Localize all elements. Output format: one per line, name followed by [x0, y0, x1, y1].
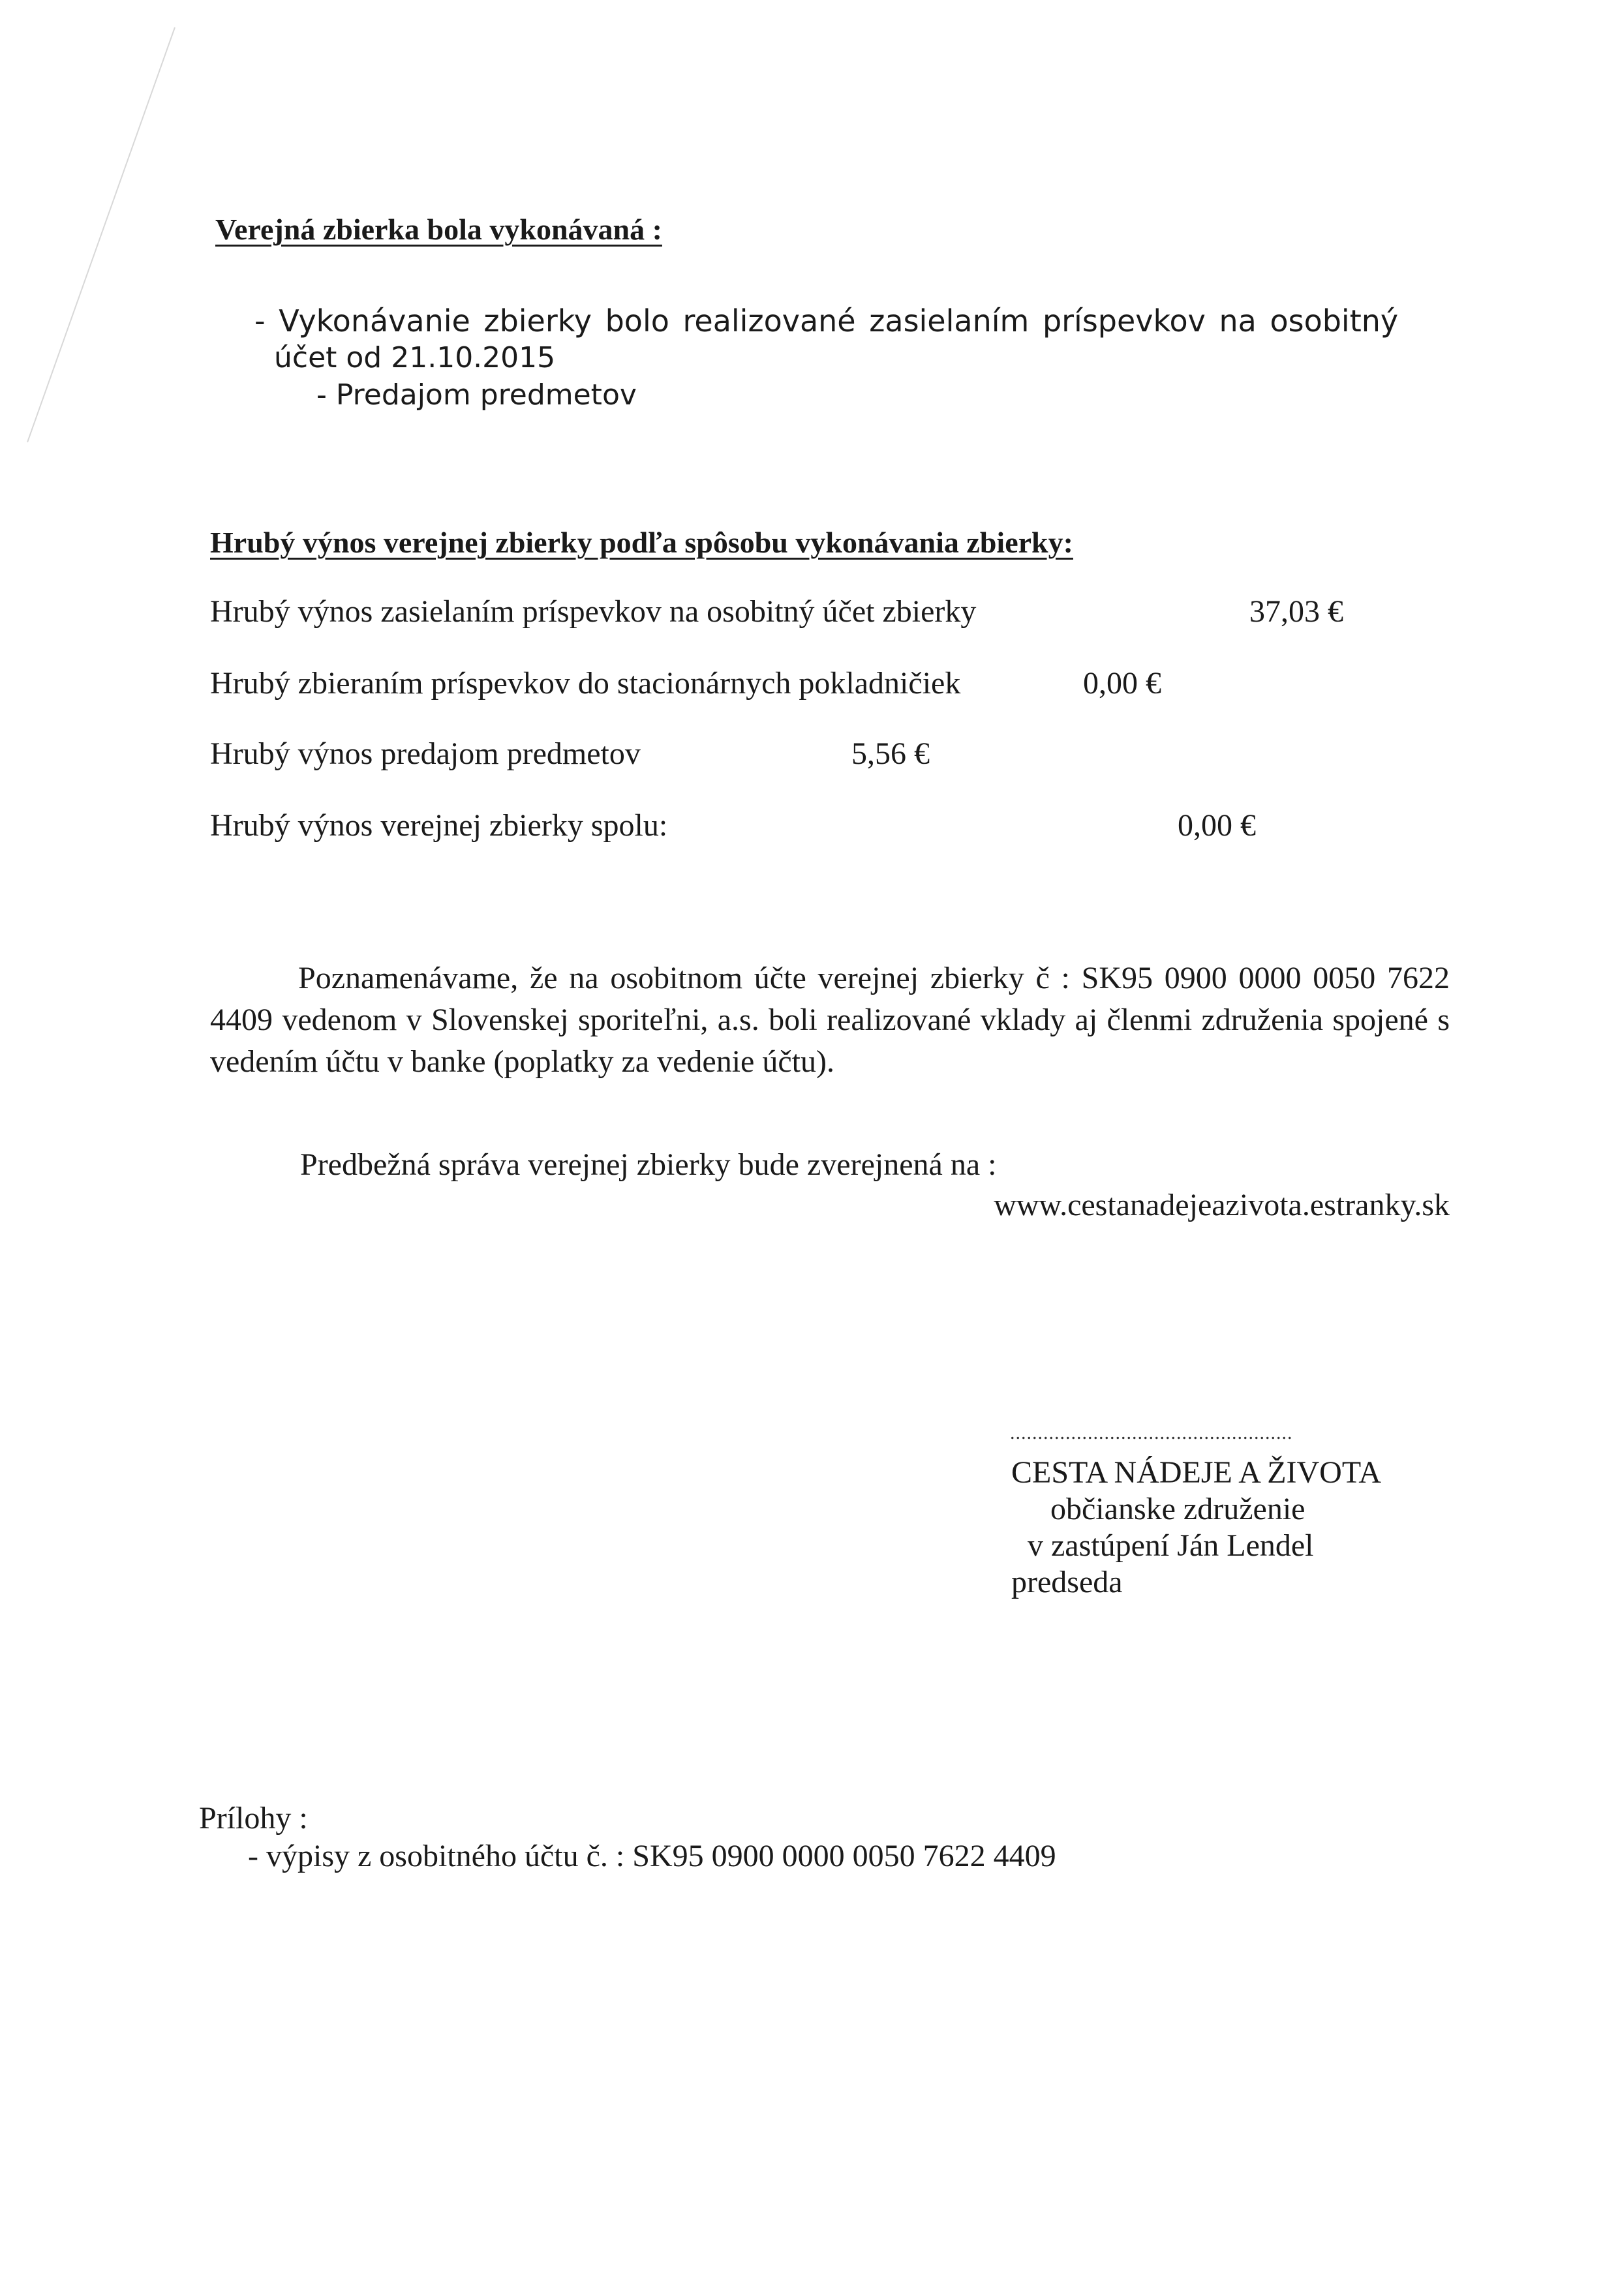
revenue-row-amount: 5,56 €	[851, 736, 930, 771]
representative-role: predseda	[1011, 1565, 1123, 1599]
signature-line: ...................................................	[1010, 1422, 1293, 1443]
revenue-row-amount: 0,00 €	[1083, 666, 1161, 701]
revenue-row-label: Hrubý výnos predajom predmetov	[210, 736, 641, 771]
organization-type: občianske združenie	[1050, 1492, 1305, 1526]
revenue-total-amount: 0,00 €	[1178, 808, 1256, 843]
representative: v zastúpení Ján Lendel	[1028, 1528, 1314, 1563]
account-note-paragraph: Poznamenávame, že na osobitnom účte verejnej zbierky č : SK95 0900 0000 0050 7622 4409 vedenom v Slovenskej sporiteľni, a.s. boli realizované vklady aj členmi združenia spojené s vedením účtu v banke (poplatky za vedenie účtu).	[210, 961, 1450, 1079]
section-1-heading: Verejná zbierka bola vykonávaná :	[215, 213, 662, 246]
revenue-row-amount: 37,03 €	[1249, 594, 1343, 629]
report-intro: Predbežná správa verejnej zbierky bude zverejnená na :	[300, 1147, 997, 1182]
revenue-row-label: Hrubý výnos zasielaním príspevkov na osobitný účet zbierky	[210, 594, 977, 629]
report-url: www.cestanadejeazivota.estranky.sk	[994, 1188, 1450, 1222]
section-1-item-1-line-1: - Vykonávanie zbierky bolo realizované zasielaním príspevkov na osobitný	[254, 303, 1399, 339]
revenue-total-label: Hrubý výnos verejnej zbierky spolu:	[210, 808, 668, 843]
section-2-heading: Hrubý výnos verejnej zbierky podľa spôsobu vykonávania zbierky:	[210, 526, 1073, 559]
revenue-row-label: Hrubý zbieraním príspevkov do stacionárnych pokladničiek	[210, 666, 961, 701]
section-1-item-1-line-2: účet od 21.10.2015	[274, 341, 556, 374]
attachments-label: Prílohy :	[199, 1801, 308, 1835]
scan-artifact-line	[26, 26, 176, 444]
organization-name: CESTA NÁDEJE A ŽIVOTA	[1011, 1455, 1381, 1490]
section-1-item-2: - Predajom predmetov	[316, 378, 637, 412]
attachment-item: - výpisy z osobitného účtu č. : SK95 0900 0000 0050 7622 4409	[248, 1839, 1056, 1873]
